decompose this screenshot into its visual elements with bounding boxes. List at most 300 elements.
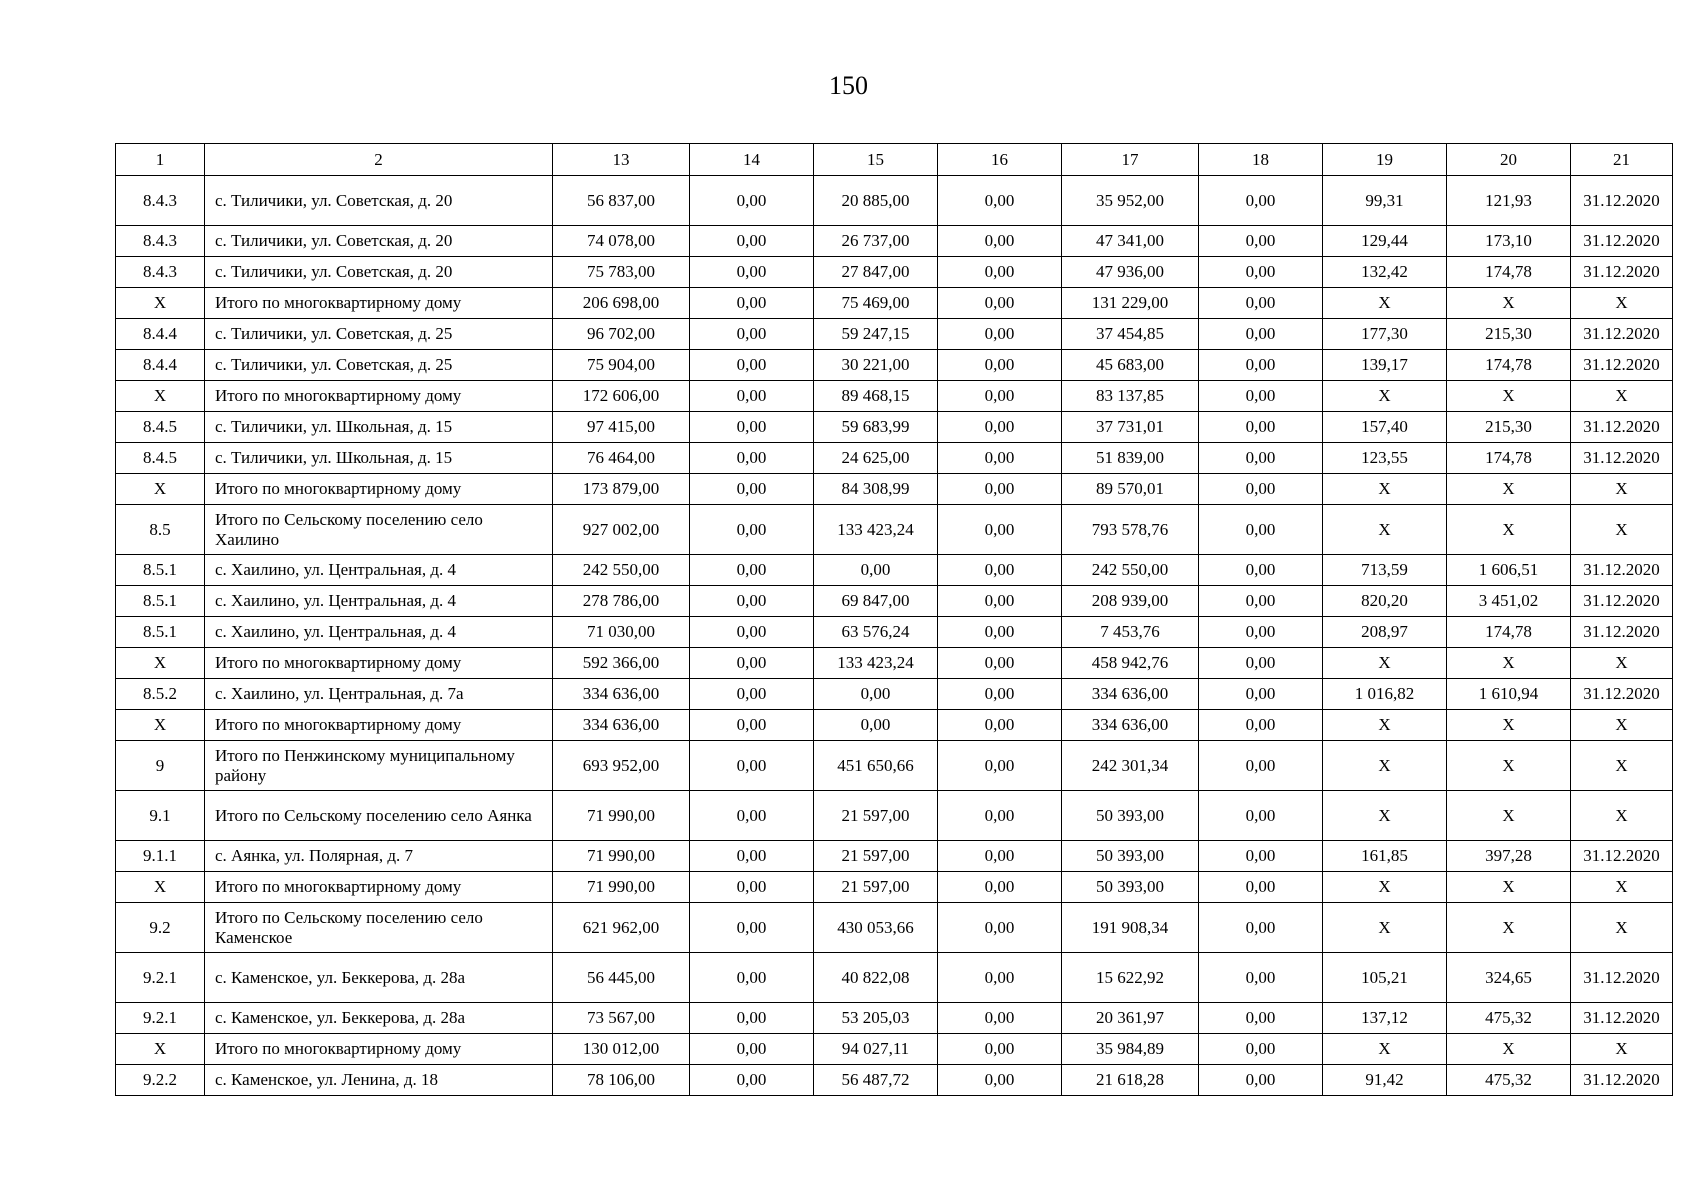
value-cell: 208 939,00 [1062,586,1199,617]
value-cell: 173 879,00 [553,474,690,505]
row-number-cell: 8.4.4 [116,350,205,381]
row-number-cell: 9.2.2 [116,1065,205,1096]
value-cell: 0,00 [1199,872,1323,903]
value-cell: 242 301,34 [1062,741,1199,791]
value-cell: 71 030,00 [553,617,690,648]
address-cell: с. Тиличики, ул. Советская, д. 25 [205,319,553,350]
table-row [116,443,1673,474]
value-cell: 0,00 [938,257,1062,288]
row-number-cell: 8.5.1 [116,555,205,586]
table-body [116,176,1673,1096]
date-cell: X [1571,381,1673,412]
value-cell: 172 606,00 [553,381,690,412]
value-cell: 63 576,24 [814,617,938,648]
table-row [116,841,1673,872]
column-header: 15 [814,144,938,176]
value-cell: 0,00 [938,1065,1062,1096]
value-cell: 51 839,00 [1062,443,1199,474]
value-cell: X [1323,791,1447,841]
value-cell: 0,00 [938,474,1062,505]
value-cell: 0,00 [690,710,814,741]
value-cell: X [1323,288,1447,319]
value-cell: 0,00 [1199,555,1323,586]
value-cell: 0,00 [1199,648,1323,679]
value-cell: 0,00 [1199,710,1323,741]
address-cell: с. Хаилино, ул. Центральная, д. 4 [205,617,553,648]
value-cell: X [1323,741,1447,791]
value-cell: 53 205,03 [814,1003,938,1034]
address-cell: с. Тиличики, ул. Советская, д. 20 [205,176,553,226]
value-cell: 174,78 [1447,617,1571,648]
value-cell: 84 308,99 [814,474,938,505]
row-number-cell: 8.4.3 [116,226,205,257]
value-cell: 0,00 [938,226,1062,257]
value-cell: 139,17 [1323,350,1447,381]
value-cell: 0,00 [690,505,814,555]
value-cell: 0,00 [690,617,814,648]
address-cell: Итого по Пенжинскому муниципальному району [205,741,553,791]
value-cell: 21 597,00 [814,841,938,872]
value-cell: 132,42 [1323,257,1447,288]
date-cell: 31.12.2020 [1571,350,1673,381]
value-cell: X [1447,741,1571,791]
address-cell: с. Тиличики, ул. Советская, д. 20 [205,257,553,288]
header-row [116,144,1673,176]
address-cell: с. Каменское, ул. Беккерова, д. 28а [205,953,553,1003]
value-cell: 0,00 [1199,412,1323,443]
table-row [116,257,1673,288]
value-cell: 208,97 [1323,617,1447,648]
value-cell: 69 847,00 [814,586,938,617]
value-cell: 174,78 [1447,257,1571,288]
value-cell: 97 415,00 [553,412,690,443]
date-cell: X [1571,1034,1673,1065]
value-cell: X [1323,872,1447,903]
value-cell: 191 908,34 [1062,903,1199,953]
value-cell: 0,00 [1199,953,1323,1003]
value-cell: 0,00 [690,841,814,872]
value-cell: X [1447,381,1571,412]
value-cell: 0,00 [938,288,1062,319]
row-number-cell: X [116,710,205,741]
value-cell: 0,00 [1199,741,1323,791]
value-cell: 37 454,85 [1062,319,1199,350]
value-cell: 0,00 [1199,617,1323,648]
table-row [116,903,1673,953]
value-cell: X [1447,474,1571,505]
table-row [116,953,1673,1003]
address-cell: Итого по многоквартирному дому [205,381,553,412]
date-cell: X [1571,903,1673,953]
value-cell: 0,00 [1199,381,1323,412]
value-cell: 133 423,24 [814,648,938,679]
row-number-cell: 8.4.5 [116,443,205,474]
row-number-cell: 9.1.1 [116,841,205,872]
row-number-cell: 9.2 [116,903,205,953]
value-cell: 0,00 [1199,841,1323,872]
value-cell: 0,00 [690,679,814,710]
value-cell: X [1447,288,1571,319]
value-cell: 27 847,00 [814,257,938,288]
address-cell: с. Тиличики, ул. Советская, д. 20 [205,226,553,257]
value-cell: 793 578,76 [1062,505,1199,555]
value-cell: 713,59 [1323,555,1447,586]
value-cell: 458 942,76 [1062,648,1199,679]
table-row [116,1003,1673,1034]
value-cell: X [1323,648,1447,679]
value-cell: 26 737,00 [814,226,938,257]
table-row [116,555,1673,586]
value-cell: 75 469,00 [814,288,938,319]
value-cell: 0,00 [1199,679,1323,710]
value-cell: 21 597,00 [814,791,938,841]
row-number-cell: 8.4.5 [116,412,205,443]
table-row [116,381,1673,412]
table-row [116,617,1673,648]
date-cell: X [1571,872,1673,903]
value-cell: 0,00 [1199,505,1323,555]
date-cell: 31.12.2020 [1571,257,1673,288]
value-cell: 206 698,00 [553,288,690,319]
value-cell: 0,00 [690,903,814,953]
value-cell: X [1447,872,1571,903]
row-number-cell: 8.4.3 [116,176,205,226]
value-cell: 0,00 [938,555,1062,586]
value-cell: 59 683,99 [814,412,938,443]
value-cell: 475,32 [1447,1003,1571,1034]
value-cell: 99,31 [1323,176,1447,226]
value-cell: 3 451,02 [1447,586,1571,617]
value-cell: 76 464,00 [553,443,690,474]
value-cell: 50 393,00 [1062,841,1199,872]
value-cell: 15 622,92 [1062,953,1199,1003]
date-cell: 31.12.2020 [1571,176,1673,226]
value-cell: 0,00 [1199,257,1323,288]
row-number-cell: X [116,872,205,903]
row-number-cell: 9.2.1 [116,953,205,1003]
value-cell: 0,00 [938,319,1062,350]
date-cell: 31.12.2020 [1571,586,1673,617]
row-number-cell: 8.5.1 [116,617,205,648]
value-cell: 157,40 [1323,412,1447,443]
value-cell: 0,00 [690,288,814,319]
address-cell: Итого по многоквартирному дому [205,1034,553,1065]
value-cell: 173,10 [1447,226,1571,257]
value-cell: 0,00 [814,710,938,741]
value-cell: X [1323,474,1447,505]
date-cell: 31.12.2020 [1571,1003,1673,1034]
column-header: 19 [1323,144,1447,176]
row-number-cell: 9.1 [116,791,205,841]
date-cell: 31.12.2020 [1571,226,1673,257]
column-header: 1 [116,144,205,176]
date-cell: X [1571,288,1673,319]
value-cell: 0,00 [690,226,814,257]
address-cell: Итого по многоквартирному дому [205,648,553,679]
value-cell: X [1323,505,1447,555]
value-cell: 0,00 [690,257,814,288]
date-cell: 31.12.2020 [1571,555,1673,586]
table-row [116,288,1673,319]
table-row [116,791,1673,841]
value-cell: 0,00 [1199,474,1323,505]
table-row [116,319,1673,350]
value-cell: 0,00 [1199,350,1323,381]
value-cell: 0,00 [690,1065,814,1096]
value-cell: 820,20 [1323,586,1447,617]
address-cell: Итого по Сельскому поселению село Аянка [205,791,553,841]
row-number-cell: 9 [116,741,205,791]
value-cell: 0,00 [938,412,1062,443]
value-cell: 56 487,72 [814,1065,938,1096]
table-row [116,350,1673,381]
value-cell: 475,32 [1447,1065,1571,1096]
value-cell: 131 229,00 [1062,288,1199,319]
value-cell: 71 990,00 [553,841,690,872]
value-cell: 96 702,00 [553,319,690,350]
table-row [116,586,1673,617]
date-cell: X [1571,710,1673,741]
value-cell: X [1447,791,1571,841]
value-cell: 78 106,00 [553,1065,690,1096]
value-cell: X [1447,1034,1571,1065]
value-cell: 397,28 [1447,841,1571,872]
value-cell: 334 636,00 [1062,710,1199,741]
row-number-cell: 9.2.1 [116,1003,205,1034]
value-cell: 59 247,15 [814,319,938,350]
date-cell: X [1571,791,1673,841]
value-cell: 334 636,00 [553,710,690,741]
date-cell: 31.12.2020 [1571,443,1673,474]
value-cell: X [1447,710,1571,741]
value-cell: 0,00 [938,505,1062,555]
value-cell: 215,30 [1447,412,1571,443]
value-cell: 0,00 [690,741,814,791]
value-cell: 71 990,00 [553,791,690,841]
value-cell: 0,00 [690,474,814,505]
value-cell: 0,00 [690,443,814,474]
address-cell: с. Тиличики, ул. Школьная, д. 15 [205,412,553,443]
value-cell: 0,00 [938,872,1062,903]
address-cell: Итого по многоквартирному дому [205,474,553,505]
address-cell: Итого по многоквартирному дому [205,872,553,903]
value-cell: 47 341,00 [1062,226,1199,257]
value-cell: 334 636,00 [1062,679,1199,710]
row-number-cell: 8.5.2 [116,679,205,710]
address-cell: Итого по Сельскому поселению село Хаилино [205,505,553,555]
value-cell: 21 597,00 [814,872,938,903]
table-row [116,741,1673,791]
value-cell: 0,00 [1199,586,1323,617]
value-cell: 0,00 [690,1003,814,1034]
address-cell: Итого по многоквартирному дому [205,710,553,741]
table-row [116,1034,1673,1065]
page-number: 150 [829,71,868,100]
table-row [116,1065,1673,1096]
value-cell: 50 393,00 [1062,872,1199,903]
value-cell: 0,00 [938,903,1062,953]
column-header: 14 [690,144,814,176]
value-cell: 0,00 [938,443,1062,474]
column-header: 20 [1447,144,1571,176]
value-cell: 30 221,00 [814,350,938,381]
value-cell: 1 016,82 [1323,679,1447,710]
value-cell: 0,00 [690,872,814,903]
value-cell: 45 683,00 [1062,350,1199,381]
value-cell: 47 936,00 [1062,257,1199,288]
value-cell: 0,00 [690,350,814,381]
value-cell: 0,00 [938,791,1062,841]
value-cell: X [1323,710,1447,741]
value-cell: 24 625,00 [814,443,938,474]
value-cell: 91,42 [1323,1065,1447,1096]
value-cell: 927 002,00 [553,505,690,555]
value-cell: 0,00 [1199,903,1323,953]
table-row [116,412,1673,443]
date-cell: X [1571,741,1673,791]
table-row [116,226,1673,257]
row-number-cell: X [116,288,205,319]
value-cell: 56 445,00 [553,953,690,1003]
value-cell: 7 453,76 [1062,617,1199,648]
value-cell: 0,00 [938,381,1062,412]
row-number-cell: X [116,381,205,412]
date-cell: 31.12.2020 [1571,617,1673,648]
address-cell: с. Тиличики, ул. Советская, д. 25 [205,350,553,381]
value-cell: 0,00 [690,1034,814,1065]
row-number-cell: 8.5.1 [116,586,205,617]
address-cell: с. Каменское, ул. Ленина, д. 18 [205,1065,553,1096]
value-cell: 0,00 [690,953,814,1003]
value-cell: 334 636,00 [553,679,690,710]
value-cell: 0,00 [938,1034,1062,1065]
value-cell: 278 786,00 [553,586,690,617]
address-cell: с. Хаилино, ул. Центральная, д. 4 [205,555,553,586]
value-cell: 0,00 [938,648,1062,679]
date-cell: 31.12.2020 [1571,679,1673,710]
value-cell: 0,00 [690,412,814,443]
value-cell: 20 885,00 [814,176,938,226]
value-cell: 0,00 [690,791,814,841]
value-cell: 0,00 [938,841,1062,872]
value-cell: 0,00 [1199,226,1323,257]
value-cell: 592 366,00 [553,648,690,679]
value-cell: 73 567,00 [553,1003,690,1034]
row-number-cell: 8.4.3 [116,257,205,288]
value-cell: 242 550,00 [1062,555,1199,586]
value-cell: 35 984,89 [1062,1034,1199,1065]
table-row [116,872,1673,903]
value-cell: 40 822,08 [814,953,938,1003]
value-cell: 133 423,24 [814,505,938,555]
value-cell: 430 053,66 [814,903,938,953]
value-cell: 0,00 [1199,288,1323,319]
date-cell: X [1571,474,1673,505]
value-cell: 0,00 [690,319,814,350]
value-cell: 50 393,00 [1062,791,1199,841]
value-cell: 35 952,00 [1062,176,1199,226]
value-cell: 1 606,51 [1447,555,1571,586]
date-cell: 31.12.2020 [1571,1065,1673,1096]
value-cell: 0,00 [690,176,814,226]
value-cell: X [1323,1034,1447,1065]
value-cell: 177,30 [1323,319,1447,350]
value-cell: 105,21 [1323,953,1447,1003]
table-row [116,505,1673,555]
value-cell: 0,00 [938,617,1062,648]
value-cell: 0,00 [938,953,1062,1003]
address-cell: Итого по Сельскому поселению село Каменское [205,903,553,953]
value-cell: 0,00 [690,586,814,617]
value-cell: 121,93 [1447,176,1571,226]
value-cell: 20 361,97 [1062,1003,1199,1034]
value-cell: 174,78 [1447,443,1571,474]
value-cell: 0,00 [690,555,814,586]
value-cell: 174,78 [1447,350,1571,381]
value-cell: 123,55 [1323,443,1447,474]
address-cell: с. Аянка, ул. Полярная, д. 7 [205,841,553,872]
value-cell: 242 550,00 [553,555,690,586]
value-cell: 56 837,00 [553,176,690,226]
value-cell: 71 990,00 [553,872,690,903]
row-number-cell: X [116,1034,205,1065]
table-row [116,679,1673,710]
value-cell: 94 027,11 [814,1034,938,1065]
value-cell: 75 904,00 [553,350,690,381]
row-number-cell: 8.5 [116,505,205,555]
value-cell: 0,00 [814,555,938,586]
date-cell: 31.12.2020 [1571,841,1673,872]
value-cell: 0,00 [1199,319,1323,350]
value-cell: 0,00 [1199,443,1323,474]
value-cell: 129,44 [1323,226,1447,257]
value-cell: 215,30 [1447,319,1571,350]
value-cell: 75 783,00 [553,257,690,288]
value-cell: X [1323,381,1447,412]
value-cell: 89 570,01 [1062,474,1199,505]
value-cell: 693 952,00 [553,741,690,791]
value-cell: 0,00 [1199,791,1323,841]
date-cell: 31.12.2020 [1571,953,1673,1003]
date-cell: X [1571,505,1673,555]
value-cell: 0,00 [938,350,1062,381]
value-cell: 21 618,28 [1062,1065,1199,1096]
value-cell: X [1447,648,1571,679]
value-cell: 0,00 [938,176,1062,226]
value-cell: 0,00 [938,741,1062,791]
value-cell: 1 610,94 [1447,679,1571,710]
value-cell: 0,00 [1199,176,1323,226]
column-header: 18 [1199,144,1323,176]
column-header: 17 [1062,144,1199,176]
value-cell: 0,00 [1199,1034,1323,1065]
table-row [116,648,1673,679]
value-cell: 83 137,85 [1062,381,1199,412]
row-number-cell: X [116,648,205,679]
address-cell: с. Каменское, ул. Беккерова, д. 28а [205,1003,553,1034]
table-row [116,474,1673,505]
address-cell: с. Тиличики, ул. Школьная, д. 15 [205,443,553,474]
value-cell: 0,00 [1199,1065,1323,1096]
date-cell: X [1571,648,1673,679]
date-cell: 31.12.2020 [1571,412,1673,443]
table-row [116,710,1673,741]
value-cell: 0,00 [690,381,814,412]
value-cell: X [1447,903,1571,953]
value-cell: 161,85 [1323,841,1447,872]
date-cell: 31.12.2020 [1571,319,1673,350]
address-cell: Итого по многоквартирному дому [205,288,553,319]
